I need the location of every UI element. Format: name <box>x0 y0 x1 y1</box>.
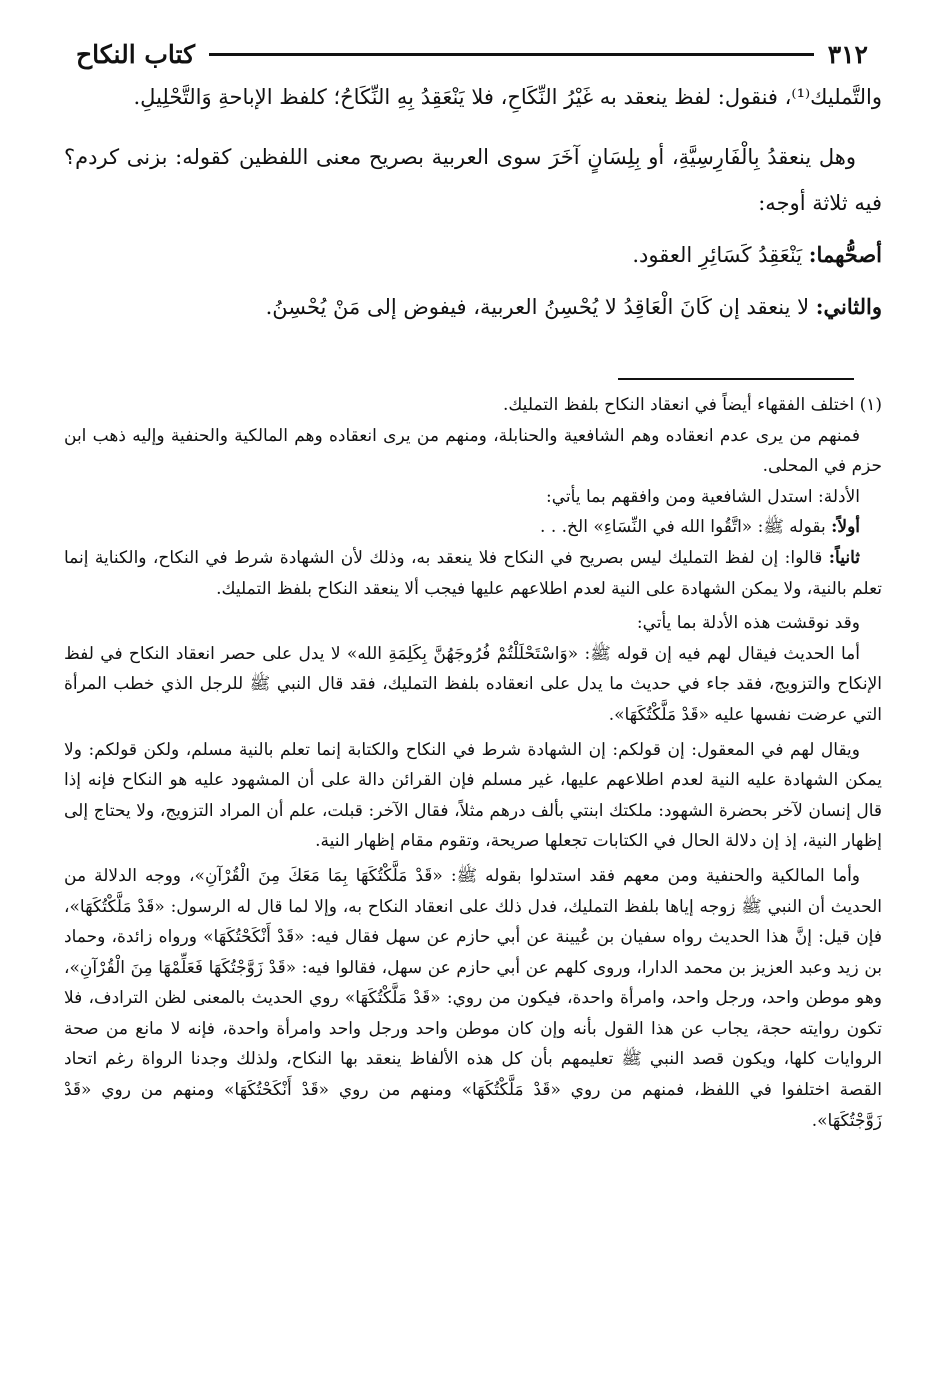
secondly-label: ثانياً: <box>828 547 860 568</box>
main-text <box>64 74 882 336</box>
page-number: ٣١٢ <box>827 39 868 69</box>
footnote-paragraph-3: الأدلة: استدل الشافعية ومن وافقهم بما يأتي: <box>546 486 860 507</box>
firstly-text: بقوله ﷺ: «اتَّقُوا الله في النِّسَاءِ» الخ. . . <box>540 517 832 538</box>
footnotes <box>64 390 882 1136</box>
footnote-paragraph-2: فمنهم من يرى عدم انعقاده وهم الشافعية والحنابلة، ومنهم من يرى انعقاده وهم المالكية والحنفية وإليه ذهب ابن حزم في المحلى. <box>64 425 882 477</box>
footnote-paragraph-8: ويقال لهم في المعقول: إن قولكم: إن الشهادة شرط في النكاح والكتابة إنما تعلم بالنية مسلم، ولكن قولكم: ولا يمكن الشهادة عليه النية لعدم اطلاعهم عليها، غير مسلم فإن القرائن دالة على أن المشهود عليه هو النكاح فإنه إذا قال إنسان لآخر بحضرة الشهود: ملكتك ابنتي بألف درهم مثلاً، فقال الآخر: قبلت، علم أن المراد التزويج، ولا يحتاج إلى إظهار النية، إذ إن دلالة الحال في الكتابات تجعلها صريحة، وتقوم مقام إظهار النية. <box>64 739 882 852</box>
second-view-text: لا ينعقد إن كَانَ الْعَاقِدُ لا يُحْسِنُ العربية، فيفوض إلى مَنْ يُحْسِنُ. <box>265 295 816 319</box>
first-view-label: أصحُّهما: <box>808 242 882 267</box>
chapter-title: كتاب النكاح <box>76 39 195 69</box>
header-rule <box>209 53 814 56</box>
first-view-text: يَنْعَقِدُ كَسَائِرِ العقود. <box>632 243 809 267</box>
main-paragraph-1: والتَّمليك⁽¹⁾، فنقول: لفظ ينعقد به غَيْرُ النِّكَاحِ، فلا يَنْعَقِدُ بِهِ النِّكَاحُ؛ كلفظ الإباحةِ وَالتَّحْلِيلِ. <box>133 85 882 109</box>
secondly-text: قالوا: إن لفظ التمليك ليس بصريح في النكاح فلا ينعقد به، وذلك لأن الشهادة شرط في النكاح، والكناية إنما تعلم بالنية، ولا يمكن الشهادة على النية لعدم اطلاعهم عليها فيجب ألا ينعقد النكاح بلفظ التمليك. <box>64 547 882 599</box>
main-paragraph-4 <box>64 284 882 330</box>
footnote-paragraph-7: أما الحديث فيقال لهم فيه إن قوله ﷺ: «وَاسْتَحْلَلْتُمْ فُرُوجَهُنَّ بِكَلِمَةِ الله» لا يدل على حصر انعقاد النكاح في لفظ الإنكاح والتزويج، فقد جاء في حديث ما يدل على انعقاده بلفظ التمليك، فقد قال النبي ﷺ للرجل الذي خطب المرأة التي عرضت نفسها عليه «قَدْ مَلَّكْتُكَهَا». <box>64 643 882 725</box>
footnote-separator <box>618 378 854 380</box>
footnote-paragraph-4 <box>64 512 882 543</box>
footnote-1: (١) اختلف الفقهاء أيضاً في انعقاد النكاح بلفظ التمليك. <box>502 395 882 415</box>
firstly-label: أولاً: <box>831 517 860 538</box>
footnote-paragraph-6: وقد نوقشت هذه الأدلة بما يأتي: <box>636 613 860 634</box>
footnote-paragraph-5 <box>64 543 882 604</box>
second-view-label: والثاني: <box>815 294 882 319</box>
page-header <box>76 34 868 74</box>
main-paragraph-2: وهل ينعقدُ بِالْفَارِسِيَّةِ، أو بِلِسَانٍ آخَرَ سوى العربية بصريح معنى اللفظين كقوله: بزنى كردم؟ فيه ثلاثة أوجه: <box>64 145 882 215</box>
main-paragraph-3 <box>64 232 882 278</box>
footnote-paragraph-9: وأما المالكية والحنفية ومن معهم فقد استدلوا بقوله ﷺ: «قَدْ مَلَّكْتُكَهَا بِمَا مَعَكَ مِنَ الْقُرْآنِ»، ووجه الدلالة من الحديث أن النبي ﷺ زوجه إياها بلفظ التمليك، فدل ذلك على انعقاد النكاح به، وإلا لما قال له الرسول: «قَدْ مَلَّكْتُكَهَا»، فإن قيل: إنَّ هذا الحديث رواه سفيان بن عُيينة عن أبي حازم عن سهل فقال فيه: «قَدْ أَنْكَحْتُكَهَا» ورواه زائدة، وحماد بن زيد وعبد العزيز بن محمد الدارا، وروى كلهم عن أبي حازم عن سهل، فقالوا فيه: «قَدْ زَوَّجْتُكَهَا فَعَلِّمْهَا مِنَ الْقُرْآنِ»، وهو موطن واحد، ورجل واحد، وامرأة واحدة، فيكون من روي: «قَدْ مَلَّكْتُكَهَا» روي الحديث بالمعنى لظن الترادف، فلا تكون روايته حجة، يجاب عن هذا القول بأنه وإن كان موطن واحد ورجل واحد وامرأة واحدة، فإنه لا مانع من صحة الروايات كلها، ويكون قصد النبي ﷺ تعليمهم بأن كل هذه الألفاظ ينعقد بها النكاح، ولذلك وجدنا الرواة رغم اتحاد القصة اختلفوا في اللفظ، فمنهم من روي «قَدْ مَلَّكْتُكَهَا» ومنهم من روي «قَدْ أَنْكَحْتُكَهَا» ومنهم من روي «قَدْ زَوَّجْتُكَهَا». <box>64 865 882 1131</box>
